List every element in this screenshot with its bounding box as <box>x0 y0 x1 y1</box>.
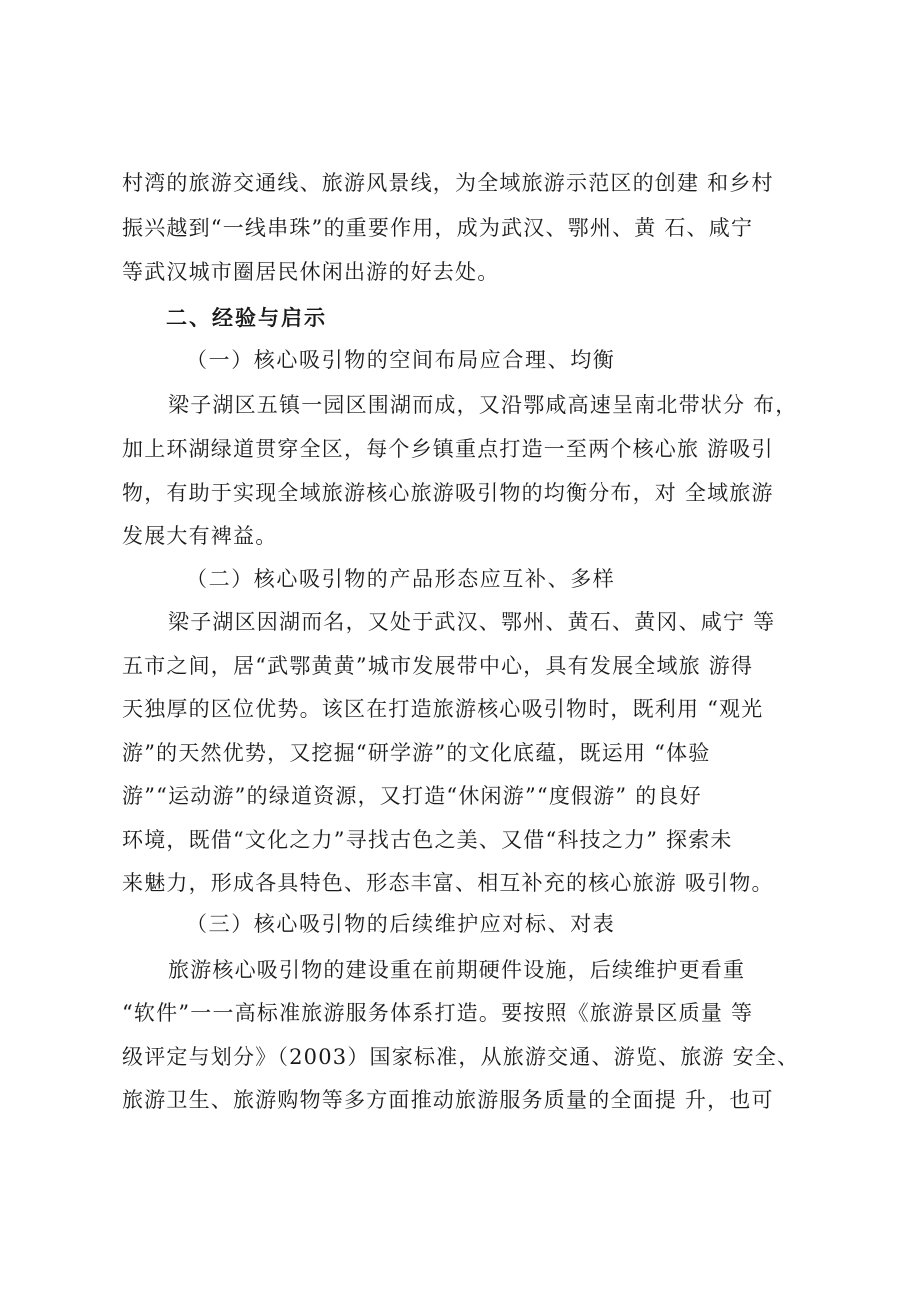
paragraph-line: 村湾的旅游交通线、旅游风景线，为全域旅游示范区的创建 和乡村 <box>122 171 774 195</box>
paragraph-line: 等武汉城市圈居民休闲出游的好去处。 <box>122 260 500 284</box>
paragraph-line: 物，有助于实现全域旅游核心旅游吸引物的均衡分布，对 全域旅游 <box>122 481 774 505</box>
paragraph-line: 环境，既借“文化之力”寻找古色之美、又借“科技之力” 探索未 <box>122 828 733 852</box>
paragraph-line: 旅游卫生、旅游购物等多方面推动旅游服务质量的全面提 升，也可 <box>122 1088 774 1112</box>
paragraph-line: 加上环湖绿道贯穿全区，每个乡镇重点打造一至两个核心旅 游吸引 <box>122 437 774 461</box>
paragraph-line: 旅游核心吸引物的建设重在前期硬件设施，后续维护更看重 <box>168 958 746 982</box>
paragraph-line: 天独厚的区位优势。该区在打造旅游核心吸引物时，既利用 “观光 <box>122 697 764 721</box>
paragraph-line: 来魅力，形成各具特色、形态丰富、相互补充的核心旅游 吸引物。 <box>122 871 774 895</box>
paragraph-line: 梁子湖区五镇一园区围湖而成，又沿鄂咸高速呈南北带状分 布， <box>168 393 798 417</box>
paragraph-line: 级评定与划分》（2003）国家标准，从旅游交通、游览、旅游 安全、 <box>122 1045 800 1069</box>
paragraph-line: “软件”一一高标准旅游服务体系打造。要按照《旅游景区质量 等 <box>122 1001 754 1025</box>
paragraph-line: 振兴越到“一线串珠”的重要作用，成为武汉、鄂州、黄 石、咸宁 <box>122 216 754 240</box>
subsection-title: （二）核心吸引物的产品形态应互补、多样 <box>186 567 616 591</box>
subsection-title: （一）核心吸引物的空间布局应合理、均衡 <box>186 348 616 372</box>
paragraph-line: 梁子湖区因湖而名，又处于武汉、鄂州、黄石、黄冈、咸宁 等 <box>168 610 776 634</box>
paragraph-line: 发展大有裨益。 <box>122 524 278 548</box>
paragraph-line: 游”的天然优势，又挖掘“研学游”的文化底蕴，既运用 “体验 <box>122 741 711 765</box>
paragraph-line: 五市之间，居“武鄂黄黄”城市发展带中心，具有发展全域旅 游得 <box>122 654 754 678</box>
paragraph-line: 游”“运动游”的绿道资源，又打造“休闲游”“度假游” 的良好 <box>122 784 702 808</box>
section-heading: 二、经验与启示 <box>166 306 327 330</box>
subsection-title: （三）核心吸引物的后续维护应对标、对表 <box>186 912 616 936</box>
